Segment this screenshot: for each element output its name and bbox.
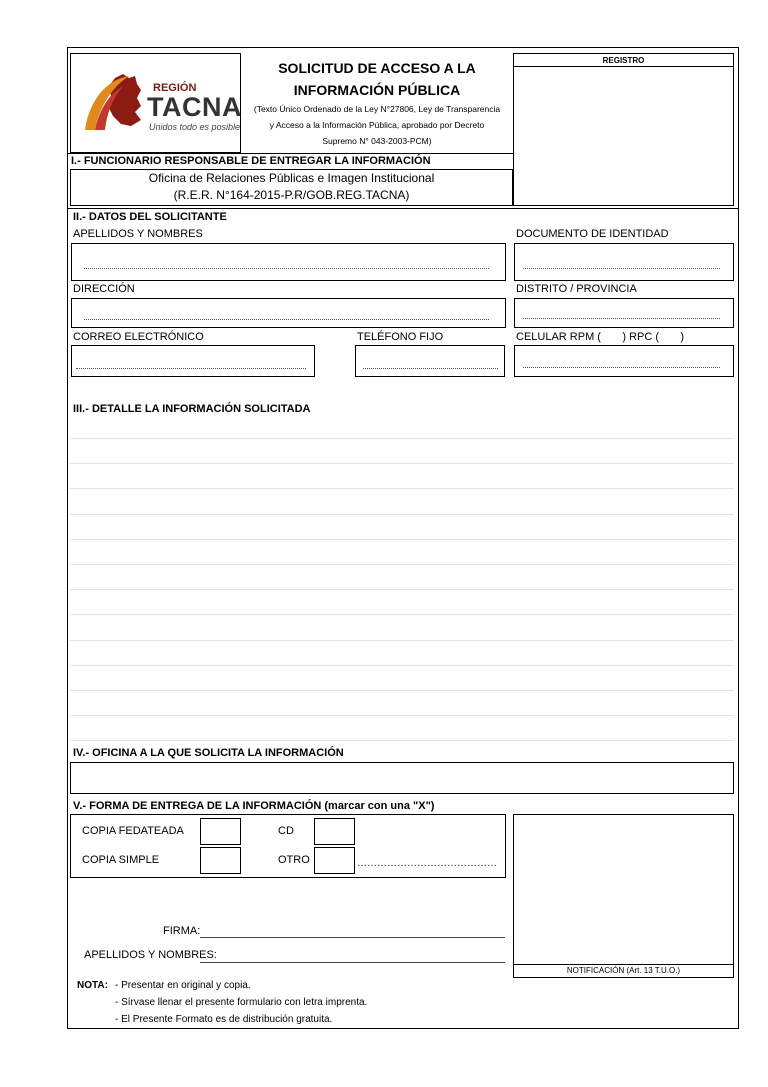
detail-ruled-line [70,514,734,515]
registro-box [513,53,734,206]
distrito-label: DISTRITO / PROVINCIA [516,283,637,295]
cd-label: CD [278,825,294,837]
correo-label: CORREO ELECTRÓNICO [73,331,204,343]
celular-label: CELULAR RPM ( ) RPC ( ) [516,331,685,343]
detail-ruled-line [70,690,734,691]
direccion-dots [84,319,489,320]
section4-title: IV.- OFICINA A LA QUE SOLICITA LA INFORMACIÓN [73,747,344,759]
correo-dots [76,368,306,369]
telefono-dots [363,368,498,369]
detail-ruled-line [70,715,734,716]
notificacion-box [513,814,734,978]
section5-title: V.- FORMA DE ENTREGA DE LA INFORMACIÓN (marcar con una "X") [73,800,435,812]
form-subtitle-line2: y Acceso a la Información Pública, aprobado por Decreto [269,120,485,130]
form-title-line1: SOLICITUD DE ACCESO A LA [278,60,476,76]
detail-ruled-line [70,564,734,565]
documento-label: DOCUMENTO DE IDENTIDAD [516,228,669,240]
celular-field[interactable] [514,345,734,377]
section1-divider [67,208,739,209]
documento-dots [523,268,720,269]
form-subtitle-line3: Supremo N° 043-2003-PCM) [322,136,432,146]
detail-ruled-line [70,589,734,590]
otro-dots[interactable]: …………………………………… [357,858,497,869]
otro-label: OTRO [278,854,310,866]
detail-ruled-line [70,640,734,641]
cd-checkbox[interactable] [314,818,355,845]
celular-dots [523,367,720,368]
firma-apellidos-line[interactable] [200,962,505,963]
nota-label: NOTA: [77,980,108,991]
documento-field[interactable] [514,243,734,281]
detail-ruled-line [70,665,734,666]
form-title-line2: INFORMACIÓN PÚBLICA [293,82,461,98]
firma-line[interactable] [200,937,505,938]
copia-fedateada-label: COPIA FEDATEADA [82,825,184,837]
apellidos-dots [84,268,489,269]
nota-line2: - Sírvase llenar el presente formulario con letra imprenta. [115,997,368,1008]
header-divider [67,153,513,154]
copia-simple-checkbox[interactable] [200,847,241,874]
oficina-field[interactable] [70,762,734,794]
direccion-field[interactable] [71,298,506,328]
office-line1: Oficina de Relaciones Públicas e Imagen Institucional [148,171,435,185]
otro-checkbox[interactable] [314,847,355,874]
copia-simple-label: COPIA SIMPLE [82,854,160,866]
section2-title: II.- DATOS DEL SOLICITANTE [73,211,227,223]
notificacion-label: NOTIFICACIÓN (Art. 13 T.U.O.) [566,966,681,975]
distrito-dots [523,318,720,319]
telefono-field[interactable] [355,345,505,377]
form-subtitle-line1: (Texto Único Ordenado de la Ley N°27806, Ley de Transparencia [253,104,501,114]
detail-ruled-line [70,488,734,489]
firma-label: FIRMA: [163,925,201,937]
direccion-label: DIRECCIÓN [73,283,135,295]
office-line2: (R.E.R. N°164-2015-P.R/GOB.REG.TACNA) [173,188,410,202]
logo-box [70,53,241,153]
detail-ruled-line [70,463,734,464]
distrito-field[interactable] [514,298,734,328]
notificacion-divider [513,964,734,965]
slogan: Unidos todo es posible [149,122,241,132]
detail-ruled-line [70,614,734,615]
detail-ruled-line [70,438,734,439]
apellidos-label: APELLIDOS Y NOMBRES [73,228,203,240]
nota-line1: - Presentar en original y copia. [115,980,251,991]
registro-label: REGISTRO [602,56,645,65]
nota-line3: - El Presente Formato es de distribución gratuita. [115,1014,333,1025]
detail-ruled-line [70,539,734,540]
section3-title: III.- DETALLE LA INFORMACIÓN SOLICITADA [73,403,311,415]
telefono-label: TELÉFONO FIJO [357,331,444,343]
section1-title: I.- FUNCIONARIO RESPONSABLE DE ENTREGAR LA INFORMACIÓN [71,155,431,167]
firma-apellidos-label: APELLIDOS Y NOMBRES: [84,949,217,961]
correo-field[interactable] [71,345,315,377]
apellidos-field[interactable] [71,243,506,281]
brand-name: TACNA [147,92,242,122]
region-label: REGIÓN [153,82,197,94]
copia-fedateada-checkbox[interactable] [200,818,241,845]
detail-ruled-line [70,740,734,741]
